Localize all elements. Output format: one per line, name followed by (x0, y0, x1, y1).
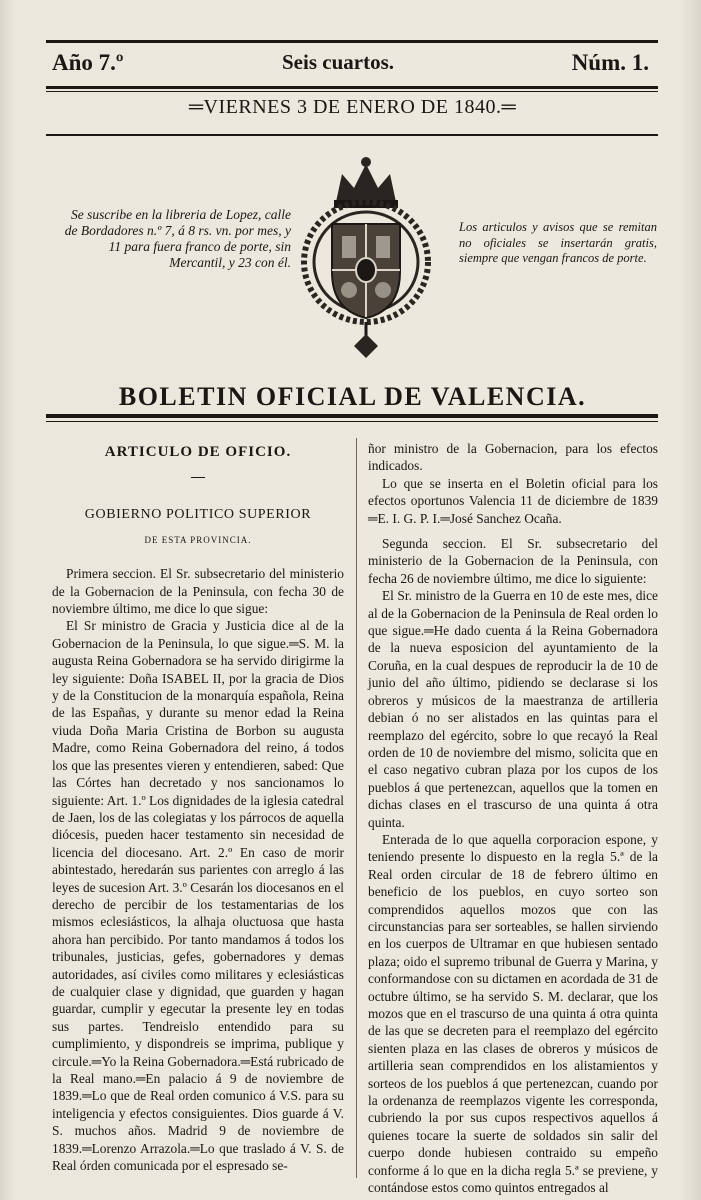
paragraph: Segunda seccion. El Sr. subsecretario del ministerio de la Gobernacion de la Peninsula, con fecha 26 de noviembre último, me dice lo siguiente: (368, 536, 658, 586)
right-column (368, 440, 658, 1196)
date-rule (46, 134, 658, 136)
issue-number: Núm. 1. (571, 50, 649, 75)
masthead (50, 44, 655, 84)
issue-price: Seis cuartos. (282, 50, 394, 74)
paragraph: El Sr ministro de Gracia y Justicia dice al de la Gobernacion de la Peninsula, lo que sigue.═S. M. la augusta Reina Gobernadora se ha servido dirigirme la ley siguiente: Doña ISABEL II, por la gracia de Dios y de la Constitucion de la monarquía española, Reina de las Españas, y durante su menor edad la Reina viuda Doña Maria Cristina de Borbon su augusta Madre, como Reina Gobernadora del reino, á todos los que las presentes vieren y entendieren, sabed: Que las Córtes han decretado y nos sancionamos lo siguiente: Art. 1.º Los dignidades de la iglesia catedral de Jaen, los de las colegiatas y los párrocos de aquella diócesis, pueden hacer testamento sin necesidad de licencia del diocesano. Art. 2.º En caso de morir abintestado, heredarán sus parientes con arreglo á las leyes de sucesion Art. 3.º Cesarán los diocesanos en el derecho de percibir de los testamentarias de los mismos eclesiásticos, la alhaja oluctuosa que hasta ahora han percibido. Por tanto mandamos á todos los tribunales, justicias, gefes, gobernadores y demas autoridades, así civiles como militares y eclesiásticas de cualquier clase y dignidad, que guarden y hagan guardar, cumplir y egecutar la presente ley en todas sus partes. Tendreislo entendido para su cumplimiento, y dispondreis se imprima, publique y circule.═Yo la Reina Gobernadora.═Está rubricado de la Real mano.═En palacio á 9 de noviembre de 1839.═Lo que de Real orden comunico á V.S. para su inteligencia y efectos consiguientes. Dios guarde á V. S. muchos años. Madrid 9 de noviembre de 1839.═Lorenzo Arrazola.═Lo que traslado á V. S. de Real órden comunicada por el espresado se- (52, 618, 344, 1174)
masthead-rule-thick (46, 86, 658, 89)
article-subheading: GOBIERNO POLITICO SUPERIOR (84, 507, 312, 523)
paragraph: Primera seccion. El Sr. subsecretario del ministerio de la Gobernacion de la Peninsula, con fecha 30 de noviembre último, me dice lo que sigue: (52, 566, 344, 617)
royal-crest-icon (296, 152, 436, 362)
left-column (52, 440, 344, 1174)
newspaper-title: BOLETIN OFICIAL DE VALENCIA. (118, 382, 587, 411)
heading-dash (191, 477, 205, 478)
paragraph: Lo que se inserta en el Boletin oficial para los efectos oportunos Valencia 11 de diciembre de 1839 ═E. I. G. P. I.═José Sanchez Ocaña. (368, 475, 658, 526)
paragraph: ñor ministro de la Gobernacion, para los efectos indicados. (368, 441, 658, 474)
article-heading: ARTICULO DE OFICIO. (104, 444, 292, 460)
title-rule-thick (46, 414, 658, 418)
issue-year: Año 7.º (52, 50, 124, 75)
paragraph: Enterada de lo que aquella corporacion espone, y teniendo presente lo dispuesto en la regla 5.ª de la Real orden circular de 18 de febrero último en beneficio de los pueblos, en cuyo sorteo son comprendidos aquellos mozos que con las circunstancias para ser sorteables, se hallen sirviendo en los cuerpos de Ultramar en que hubiesen sentado plaza; oido el supremo tribunal de Guerra y Marina, y conformandose con su dictamen en acordada de 31 de octubre último, se ha servido S. M. declarar, que los mozos que en el trascurso de una quinta á otra quinta de las que se decreten para el reemplazo del egército sienten plaza en las clases de obreros y músicos de artilleria sean comprendidos en los alistamientos y sorteos de los pueblos á que pertenezcan, cuando por la ordenanza de reemplazos vigente les corresponda, cubriendo la por sus cupos respectivos aquellos á quienes tocare la suerte de soldados sin salir del cuerpo donde hubiesen contraido su empeño conforme á lo que en la dicha regla 5.ª se previene, y contándose estos como quintos entregados al (368, 831, 658, 1196)
article-smallhead: DE ESTA PROVINCIA. (144, 534, 252, 545)
subscription-info: Se suscribe en la libreria de Lopez, calle de Bordadores n.º 7, á 8 rs. vn. por mes, y 11 para fuera franco de porte, sin Mercantil, y 23 con él. (64, 207, 291, 270)
top-rule (46, 40, 658, 43)
masthead-rule-thin (46, 91, 658, 92)
paragraph: El Sr. ministro de la Guerra en 10 de este mes, dice al de la Gobernacion de la Peninsula de Real orden lo que sigue.═He dado cuenta á la Reina Gobernadora de la nueva esposicion del ayuntamiento de la Coruña, en la cual despues de reproducir la de 10 de junio del año último, pidiendo se declarase si los obreros y músicos de la maestranza de artilleria debian ó no ser alistados en las quintas para el reemplazo del egército, sobre lo que recayó la Real orden de 10 de noviembre del mismo, solicita que en el caso negativo cubran plaza por los cupos de los pueblos á que pertenezcan, aquellos que la tomen en dichas clases en el trascurso de una quinta á otra quinta. (368, 588, 658, 830)
issue-date: ═VIERNES 3 DE ENERO DE 1840.═ (188, 96, 517, 118)
notice-info: Los articulos y avisos que se remitan no oficiales se insertarán gratis, siempre que vengan francos de porte. (459, 220, 657, 265)
column-divider (356, 438, 357, 1178)
title-rule-thin (46, 421, 658, 422)
